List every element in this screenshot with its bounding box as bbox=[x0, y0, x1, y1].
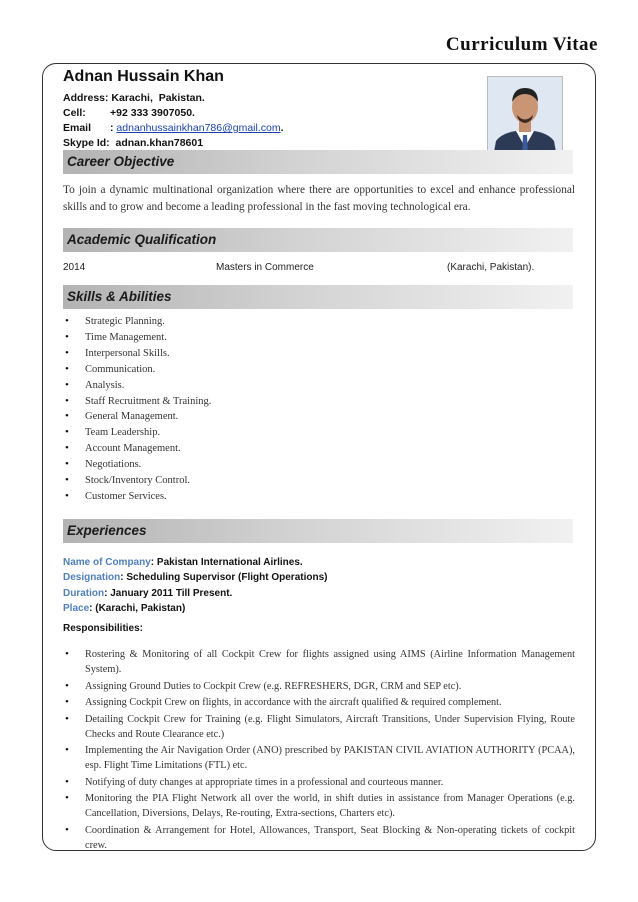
duration-value: : January 2011 Till Present. bbox=[104, 587, 233, 599]
list-item: • Assigning Ground Duties to Cockpit Crew (e.g. REFRESHERS, DGR, CRM and SEP etc). bbox=[63, 679, 575, 694]
academic-title: Academic Qualification bbox=[67, 232, 217, 247]
experiences-title: Experiences bbox=[67, 523, 147, 538]
list-item: • Analysis. bbox=[63, 378, 363, 394]
list-item: • General Management. bbox=[63, 409, 363, 425]
academic-place: (Karachi, Pakistan). bbox=[447, 262, 535, 273]
place-line bbox=[63, 601, 327, 616]
document-title: Curriculum Vitae bbox=[445, 34, 598, 55]
career-objective-heading bbox=[63, 150, 573, 174]
email-end: . bbox=[280, 122, 284, 134]
experiences-heading bbox=[63, 519, 573, 543]
skills-heading bbox=[63, 285, 573, 309]
company-label: Name of Company bbox=[63, 557, 151, 568]
cell-line bbox=[63, 106, 483, 121]
list-item: • Customer Services. bbox=[63, 489, 363, 505]
academic-heading bbox=[63, 228, 573, 252]
cell-value: +92 333 3907050. bbox=[110, 107, 195, 119]
list-item: • Coordination & Arrangement for Hotel, Allowances, Transport, Seat Blocking & Non-operating tickets of cockpit crew. bbox=[63, 823, 575, 853]
candidate-name: Adnan Hussain Khan bbox=[63, 68, 224, 85]
cell-label: Cell: bbox=[63, 107, 86, 119]
career-objective-text: To join a dynamic multinational organization where there are opportunities to excel and enhance professional skills and to grow and become a leading professional in the fast moving technological era. bbox=[63, 184, 575, 213]
designation-value: : Scheduling Supervisor (Flight Operations) bbox=[120, 572, 328, 584]
list-item: • Rostering & Monitoring of all Cockpit Crew for flights assigned using AIMS (Airline Information Management System). bbox=[63, 647, 575, 677]
email-label: Email bbox=[63, 122, 92, 134]
contact-header bbox=[63, 68, 483, 151]
list-item: • Implementing the Air Navigation Order (ANO) prescribed by PAKISTAN CIVIL AVIATION AUTHORITY (PCAA), esp. Flight Time Limitations (FTL) etc. bbox=[63, 743, 575, 773]
list-item: • Assigning Cockpit Crew on flights, in accordance with the aircraft qualified & required complement. bbox=[63, 695, 575, 710]
duration-line bbox=[63, 586, 327, 601]
place-label: Place bbox=[63, 602, 90, 614]
designation-label: Designation bbox=[63, 572, 121, 584]
career-objective-title: Career Objective bbox=[67, 154, 175, 169]
list-item: • Notifying of duty changes at appropriate times in a professional and courteous manner. bbox=[63, 775, 575, 790]
list-item: • Account Management. bbox=[63, 441, 363, 457]
experience-details bbox=[63, 555, 327, 616]
list-item: • Detailing Cockpit Crew for Training (e.g. Flight Simulators, Aircraft Transitions, Under Supervision Flying, Route Checks and Route Clearance etc.) bbox=[63, 712, 575, 742]
email-link[interactable]: adnanhussainkhan786@gmail.com bbox=[116, 122, 281, 134]
email-separator: : bbox=[110, 122, 117, 134]
responsibilities-list bbox=[63, 647, 575, 854]
email-line bbox=[63, 121, 483, 136]
skype-line: Skype Id: adnan.khan78601 bbox=[63, 137, 204, 149]
list-item: • Time Management. bbox=[63, 330, 363, 346]
list-item: • Interpersonal Skills. bbox=[63, 346, 363, 362]
responsibilities-title: Responsibilities: bbox=[63, 623, 144, 634]
list-item: • Communication. bbox=[63, 362, 363, 378]
list-item: • Team Leadership. bbox=[63, 425, 363, 441]
skills-list bbox=[63, 314, 363, 505]
list-item: • Strategic Planning. bbox=[63, 314, 363, 330]
academic-year: 2014 bbox=[63, 262, 86, 273]
academic-degree: Masters in Commerce bbox=[216, 262, 314, 273]
company-line bbox=[63, 555, 327, 570]
address-line: Address: Karachi, Pakistan. bbox=[63, 92, 205, 104]
list-item: • Staff Recruitment & Training. bbox=[63, 394, 363, 410]
duration-label: Duration bbox=[63, 587, 105, 599]
list-item: • Monitoring the PIA Flight Network all over the world, in shift duties in assistance from Manager Operations (e.g. Cancellation, Diversions, Delays, Re-routing, Extra-sections, Charters etc). bbox=[63, 791, 575, 821]
list-item: • Stock/Inventory Control. bbox=[63, 473, 363, 489]
place-value: : (Karachi, Pakistan) bbox=[89, 602, 186, 614]
company-value: : Pakistan International Airlines. bbox=[150, 557, 303, 568]
list-item: • Negotiations. bbox=[63, 457, 363, 473]
designation-line bbox=[63, 570, 327, 585]
skills-title: Skills & Abilities bbox=[67, 289, 172, 304]
